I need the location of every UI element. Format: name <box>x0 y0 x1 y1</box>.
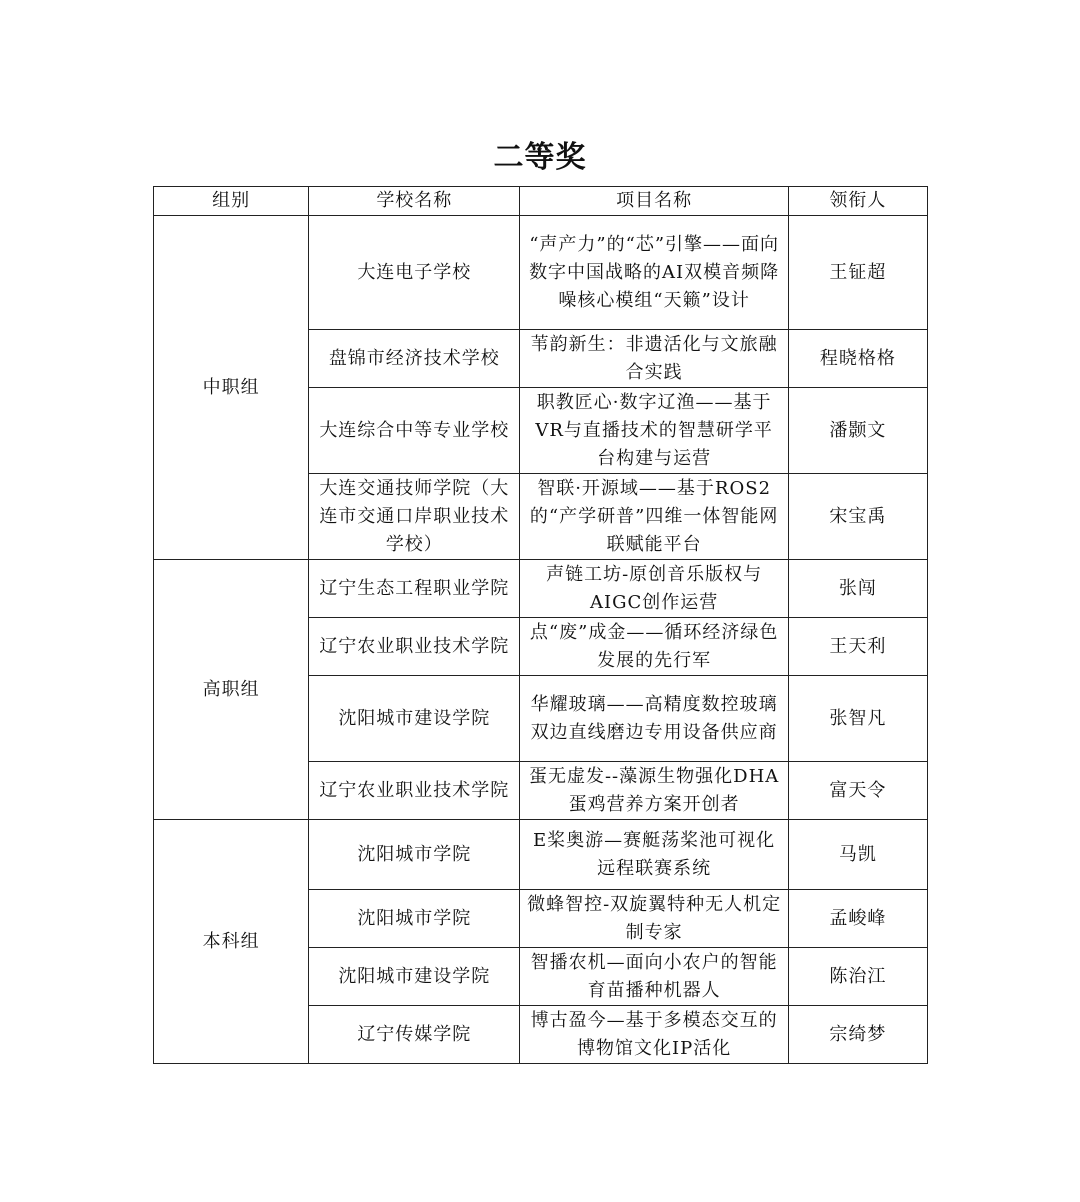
table-row <box>154 216 928 330</box>
header-project: 项目名称 <box>520 187 788 216</box>
header-group: 组别 <box>154 187 309 216</box>
leader-cell: 程晓格格 <box>788 330 927 388</box>
table-row <box>154 560 928 618</box>
school-cell: 沈阳城市学院 <box>309 820 520 890</box>
project-cell: 智播农机—面向小农户的智能育苗播种机器人 <box>520 948 788 1006</box>
group-cell: 中职组 <box>154 216 309 560</box>
project-cell: E桨奥游—赛艇荡桨池可视化远程联赛系统 <box>520 820 788 890</box>
awards-table <box>153 186 928 1064</box>
school-cell: 辽宁传媒学院 <box>309 1006 520 1064</box>
school-cell: 沈阳城市建设学院 <box>309 676 520 762</box>
project-cell: 点“废”成金——循环经济绿色发展的先行军 <box>520 618 788 676</box>
school-cell: 辽宁生态工程职业学院 <box>309 560 520 618</box>
project-cell: 职教匠心·数字辽渔——基于VR与直播技术的智慧研学平台构建与运营 <box>520 388 788 474</box>
project-cell: 蛋无虚发--藻源生物强化DHA蛋鸡营养方案开创者 <box>520 762 788 820</box>
header-leader: 领衔人 <box>788 187 927 216</box>
page-title: 二等奖 <box>493 140 587 175</box>
header-school: 学校名称 <box>309 187 520 216</box>
school-cell: 沈阳城市学院 <box>309 890 520 948</box>
leader-cell: 宗绮梦 <box>788 1006 927 1064</box>
leader-cell: 陈治江 <box>788 948 927 1006</box>
school-cell: 辽宁农业职业技术学院 <box>309 762 520 820</box>
school-cell: 大连综合中等专业学校 <box>309 388 520 474</box>
leader-cell: 张智凡 <box>788 676 927 762</box>
table-header-row <box>154 187 928 216</box>
leader-cell: 富天令 <box>788 762 927 820</box>
project-cell: “声产力”的“芯”引擎——面向数字中国战略的AI双模音频降噪核心模组“天籁”设计 <box>520 216 788 330</box>
school-cell: 辽宁农业职业技术学院 <box>309 618 520 676</box>
project-cell: 博古盈今—基于多模态交互的博物馆文化IP活化 <box>520 1006 788 1064</box>
table-row <box>154 820 928 890</box>
project-cell: 智联·开源域——基于ROS2的“产学研普”四维一体智能网联赋能平台 <box>520 474 788 560</box>
leader-cell: 马凯 <box>788 820 927 890</box>
group-cell: 本科组 <box>154 820 309 1064</box>
group-cell: 高职组 <box>154 560 309 820</box>
project-cell: 苇韵新生：非遗活化与文旅融合实践 <box>520 330 788 388</box>
school-cell: 沈阳城市建设学院 <box>309 948 520 1006</box>
project-cell: 声链工坊-原创音乐版权与AIGC创作运营 <box>520 560 788 618</box>
school-cell: 盘锦市经济技术学校 <box>309 330 520 388</box>
leader-cell: 宋宝禹 <box>788 474 927 560</box>
leader-cell: 潘颢文 <box>788 388 927 474</box>
leader-cell: 王钲超 <box>788 216 927 330</box>
leader-cell: 王天利 <box>788 618 927 676</box>
school-cell: 大连电子学校 <box>309 216 520 330</box>
leader-cell: 孟峻峰 <box>788 890 927 948</box>
project-cell: 微蜂智控-双旋翼特种无人机定制专家 <box>520 890 788 948</box>
project-cell: 华耀玻璃——高精度数控玻璃双边直线磨边专用设备供应商 <box>520 676 788 762</box>
school-cell: 大连交通技师学院（大连市交通口岸职业技术学校） <box>309 474 520 560</box>
leader-cell: 张闯 <box>788 560 927 618</box>
